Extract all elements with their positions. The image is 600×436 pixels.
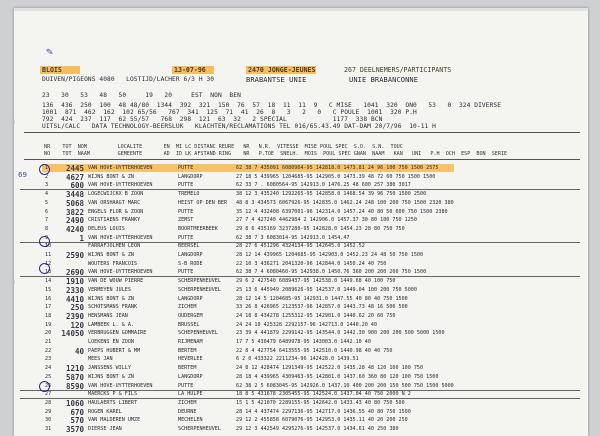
table-row — [20, 191, 580, 198]
row-data: 24 24 10 425328 2292157-96 142713.0 1440.20 40 — [236, 321, 378, 328]
header-line-4: 136 436 250 100 48 48/80 1344 392 321 150 76 57 18 11 11 9 C MISE 1041 320 ON0 53 0 324 DIVERSE — [42, 102, 502, 109]
row-data: 35 12 4 432408 6397001-96 142314.0 1457.24 40 80 50 600 750 1500 2380 — [236, 208, 448, 215]
row-place: 29 — [45, 408, 52, 415]
row-place: 1 — [45, 165, 49, 171]
row-place: 9 — [45, 234, 49, 241]
row-name: VAN HOVE-UYTTERHOEVEN — [88, 165, 153, 171]
row-place: 11 — [45, 252, 52, 258]
row-total: 40 — [74, 346, 84, 356]
row-place: 28 — [45, 399, 52, 406]
table-row — [20, 217, 580, 224]
table-row — [20, 165, 580, 172]
table-row — [20, 174, 580, 181]
row-name: ENGELS FLOR & ZOON — [88, 208, 144, 215]
row-total: 4240 — [65, 224, 84, 234]
row-total: 2690 — [65, 268, 84, 278]
header-line-2: DUIVEN/PIGEONS 4080 LOSTIJD/LACHER 6/3 H 30 — [42, 76, 215, 83]
row-place: 30 — [45, 417, 52, 424]
table-row — [20, 226, 580, 233]
row-locality: HEIST OP DEN BER — [178, 199, 228, 206]
row-place: 2 — [45, 173, 49, 180]
row-name: JANSSENS WILLY — [88, 365, 131, 372]
row-place: 20 — [45, 330, 52, 337]
row-data: 18 8 5 431678 2305455-95 142524.0 1437.04 40 750 2000 N 2 — [236, 391, 411, 398]
row-name: VAN HOVE-UYTTERHOEVEN — [88, 269, 153, 276]
row-name: DIERSE JEAN — [88, 426, 122, 432]
table-row — [20, 287, 580, 294]
row-name: VERBRUGGEN GOMMAIRE — [88, 330, 147, 337]
row-data: 27 7 4 427240 4462984 2 142906.0 1457.37 30 80 100 750 1250 — [236, 217, 417, 224]
row-locality: ZICHEM — [178, 304, 197, 311]
row-data: 28 12 14 439965 1204685-95 142903.0 1452.23 24 48 50 750 1500 — [236, 252, 424, 258]
row-total: 2490 — [65, 216, 84, 226]
row-locality: RIJMENAM — [178, 339, 203, 345]
row-data: 27 18 5 439965 1204685-95 142905.0 1473.39 48 72 60 750 1500 1500 — [236, 173, 436, 180]
row-data: 48 8 3 434573 6067926-95 142835.0 1462.24 248 100 200 750 1500 2320 380 — [236, 199, 454, 206]
row-locality: PUTTE — [178, 382, 194, 389]
result-sheet — [14, 8, 588, 436]
row-total: 3570 — [65, 425, 84, 434]
row-place: 8 — [45, 225, 49, 232]
row-place: 17 — [45, 304, 52, 311]
row-data: 28 12 14 5 1204685-95 142931.0 1447.55 40 80 40 750 1500 — [236, 295, 408, 302]
table-row — [20, 356, 580, 363]
row-name: SCHOTSMANS FRANK — [88, 304, 138, 311]
row-place: 26 — [45, 382, 52, 389]
row-place: 31 — [45, 426, 52, 432]
row-place: 23 — [45, 356, 52, 363]
table-row — [20, 383, 580, 391]
row-data: 33 26 8 426965 2123537-96 142857.0 1443.73 48 16 500 500 — [236, 304, 408, 311]
row-total: 1910 — [65, 277, 84, 287]
row-data: 29 8 6 435169 3237280-95 142828.0 1454.23 28 80 750 750 — [236, 225, 405, 232]
row-total: 2330 — [65, 285, 84, 295]
table-row — [20, 400, 580, 407]
row-place: 25 — [45, 373, 52, 380]
table-row — [20, 296, 580, 303]
row-total: 4410 — [65, 294, 84, 304]
circle-mark — [39, 381, 50, 392]
participants: 267 DEELNEMERS/PARTICIPANTS — [344, 66, 452, 74]
row-name: LAMBEEK L. & A. — [88, 321, 135, 328]
row-data: 25 13 6 445949 2089626-95 142537.0 1449.04 100 200 750 5000 — [236, 286, 417, 293]
row-total: 3822 — [65, 207, 84, 217]
row-locality: PUTTE — [178, 182, 194, 189]
row-place: 6 — [45, 208, 49, 215]
row-data: 62 38 2 5 6083045-95 142926.0 1437.10 400 200 200 150 500 750 1500 5000 — [236, 382, 454, 389]
row-name: VAN MALDEREN UMZE — [88, 417, 141, 424]
row-name: VERMEYEN JULES — [88, 286, 131, 293]
table-row — [20, 339, 580, 346]
table-row — [20, 348, 580, 355]
table-row — [20, 243, 580, 250]
row-locality: LANGDORP — [178, 252, 203, 258]
row-total: 670 — [70, 407, 84, 417]
row-place: 4 — [45, 191, 49, 198]
row-name: VAN HOVE-UYTTERHOEVEN — [88, 234, 153, 241]
row-name: VAN ORSHAAGT MARC — [88, 199, 141, 206]
row-total: 5870 — [65, 372, 84, 382]
row-locality: MECHELEN — [178, 417, 203, 424]
table-row — [20, 313, 580, 320]
row-name: WIJNS BONT & ZN — [88, 295, 135, 302]
column-header-row-1: NR TOT NOM LOCALITE EN MI LC DISTANC REURE NR N.R. VITESSE MISE POUL SPEC S.O. S.N. TOUC — [44, 144, 403, 150]
row-locality: PUTTE — [178, 234, 194, 241]
row-total: 2390 — [65, 311, 84, 321]
row-data: 24 18 8 434278 1255312-95 142901.0 1440.62 20 60 750 — [236, 312, 396, 319]
row-name: LOGECWIJCKX B ZOON — [88, 191, 144, 198]
row-locality: S-B RODE — [178, 260, 203, 267]
row-data: 28 27 6 451296 4324134-95 142645.0 1452.52 — [236, 243, 365, 250]
row-locality: BERTEM — [178, 347, 197, 354]
row-name: VAN HOVE-UYTTERHOEVEN — [88, 182, 153, 189]
row-total: 1 — [79, 233, 84, 243]
row-locality: BOORTMEERBEEK — [178, 225, 218, 232]
row-total: 5068 — [65, 198, 84, 208]
row-data: 62 38 7 3 6083014-95 142913.0 1454.47 — [236, 234, 350, 241]
table-row — [20, 409, 580, 416]
table-row — [20, 235, 580, 243]
row-name: MAERCKS P & FILS — [88, 391, 138, 398]
row-total: 1060 — [65, 398, 84, 408]
header-line-5: 1001 871 462 162 102 65/56 767 341 125 71 41 26 8 3 2 0 C POULE 1001 320 P.H — [42, 109, 417, 116]
row-data: 15 1 5 421070 2289155-95 142642.0 1433.43 40 80 750 500 — [236, 399, 405, 406]
row-locality: BRUSSEL — [178, 321, 200, 328]
header-line-6: 792 424 237 117 62 55/57 768 298 121 63 32 2 SPECIAL 1177 338 BCN — [42, 116, 383, 123]
row-locality: HEVERLEE — [178, 356, 203, 363]
header-union: BRABANTSE UNIE — [246, 76, 307, 84]
header-line-3: 23 30 53 48 50 19 20 EST NON BEN — [42, 92, 241, 99]
paper-edge — [14, 8, 588, 11]
row-place: 15 — [45, 286, 52, 293]
row-total: 1210 — [65, 364, 84, 374]
row-place: 13 — [45, 269, 52, 276]
row-locality: TREMELO — [178, 191, 200, 198]
row-locality: PUTTE — [178, 208, 194, 215]
row-total: 2590 — [65, 251, 84, 260]
row-place: 16 — [45, 295, 52, 302]
row-data: 17 7 5 430479 6489978-95 143003.0 1442.10 40 — [236, 339, 371, 345]
row-data: 29 12 2 455858 6079076-95 142953.0 1435.11 40 20 200 250 — [236, 417, 408, 424]
margin-number: 69 — [18, 171, 27, 179]
row-name: CRISTIAENS FRANKY — [88, 217, 141, 224]
row-total: 600 — [70, 181, 84, 191]
row-place: 14 — [45, 278, 52, 285]
row-total: 2445 — [65, 164, 84, 173]
row-data: 22 10 3 436271 2041320-96 142844.0 1450.24 40 750 — [236, 260, 387, 267]
row-data: 22 8 4 427754 6413555-95 142510.0 1440.98 40 40 750 — [236, 347, 393, 354]
row-data: 29 6 2 427540 6089437-95 142538.0 1449.68 40 100 750 — [236, 278, 396, 285]
row-name: LOEKENS EN ZOON — [88, 339, 135, 345]
row-place: 7 — [45, 217, 49, 224]
circle-mark — [39, 164, 50, 175]
row-locality: ZICHEM — [178, 399, 197, 406]
row-locality: SCHEPENHEUVEL — [178, 330, 218, 337]
row-place: 19 — [45, 321, 52, 328]
row-data: 28 18 4 439965 4309463-95 142801.0 1437.60 360 80 120 100 750 1500 — [236, 373, 439, 380]
table-row — [20, 304, 580, 311]
row-name: VAN DE WOUW PIERRE — [88, 278, 144, 285]
row-place: 24 — [45, 365, 52, 372]
row-locality: SCHERPENHEUVEL — [178, 278, 221, 285]
row-total: 250 — [70, 303, 84, 313]
row-place: 27 — [45, 391, 52, 398]
handwritten-note: ✎ — [45, 47, 55, 59]
row-name: WOUTERS FRANCOIS — [88, 260, 138, 267]
row-name: VAN HOVE-UYTTERHOEVEN — [88, 382, 153, 389]
punch-holes — [14, 28, 17, 428]
table-row — [20, 252, 580, 259]
row-name: PAEPS HUBERT & MM — [88, 347, 141, 354]
row-total: 8590 — [65, 381, 84, 391]
row-place: 18 — [45, 312, 52, 319]
row-place: 3 — [45, 182, 49, 189]
row-locality: BERTEM — [178, 365, 197, 372]
table-row — [20, 269, 580, 277]
row-place: 5 — [45, 199, 49, 206]
table-row — [20, 426, 580, 433]
row-locality: LANGDORP — [178, 295, 203, 302]
row-total: 570 — [70, 416, 84, 426]
row-total: 3448 — [65, 190, 84, 200]
table-row — [20, 391, 580, 399]
row-locality: PUTTE — [178, 269, 194, 276]
header-region: UNIE BRABANCONNE — [349, 76, 419, 84]
row-locality: LA HULPE — [178, 391, 203, 398]
row-locality: DEURNE — [178, 408, 197, 415]
row-data: 6 2 0 433322 2211234-96 142428.0 1439.51 — [236, 356, 359, 363]
row-total: 120 — [70, 320, 84, 330]
row-data: 38 12 3 435240 1292265-95 142858.0 1468.54 39 96 750 1500 2500 — [236, 191, 427, 198]
row-data: 62 38 7 4 6080460-95 142938.0 1450.76 360 200 200 200 750 1500 — [236, 269, 427, 276]
row-data: 23 39 4 441879 2299142-95 143544.0 1442.30 900 200 200 500 5000 1500 — [236, 330, 445, 337]
row-total: 14050 — [61, 329, 84, 339]
table-row — [20, 322, 580, 329]
table-row — [20, 209, 580, 216]
table-row — [20, 330, 580, 337]
row-name: HENSMANS JEAN — [88, 312, 128, 319]
row-locality: SCHERPENHEUVEL — [178, 426, 221, 432]
row-locality: BEERSEL — [178, 243, 200, 250]
race-club: 2470 JONGE-JEUNES — [248, 66, 316, 74]
table-row — [20, 278, 580, 285]
row-locality: ZEMST — [178, 217, 194, 224]
circle-mark — [39, 263, 50, 274]
race-location: BLOIS — [42, 66, 62, 74]
row-data: 28 14 4 437474 2297136-95 142717.0 1436.55 40 80 750 1500 — [236, 408, 411, 415]
row-place: 10 — [45, 243, 52, 250]
row-place: 21 — [45, 339, 52, 345]
row-data: 62 33 7 . 6080564-95 142913.0 1476.25 48 600 257 380 3017 — [236, 182, 411, 189]
row-name: FARRAFJOLHEN LEON — [88, 243, 141, 250]
row-name: DELEUS LOUIS — [88, 225, 125, 232]
table-row — [20, 200, 580, 207]
row-total: 4627 — [65, 172, 84, 182]
table-row — [20, 261, 580, 268]
row-locality: OUDERGEM — [178, 312, 203, 319]
row-locality: LANGDORP — [178, 173, 203, 180]
row-locality: SCHERPENHEUVEL — [178, 286, 221, 293]
circle-mark — [39, 236, 50, 247]
table-row — [20, 417, 580, 424]
row-data: 29 12 3 442549 4295276-95 142537.0 1434.61 40 250 380 — [236, 426, 399, 432]
row-name: ROGEN KAREL — [88, 408, 122, 415]
race-date: 13-07-96 — [174, 66, 206, 74]
row-locality: PUTTE — [178, 165, 194, 171]
table-row — [20, 365, 580, 372]
row-data: 24 8 12 428474 1291349-95 142522.0 1435.28 48 120 100 100 750 — [236, 365, 424, 372]
table-row — [20, 374, 580, 381]
row-place: 12 — [45, 260, 52, 267]
row-data: 62 38 7 435091 6080964-95 142818.0 1473.81 24 96 100 750 1500 2575 — [236, 165, 439, 171]
row-name: WIJNS BONT & ZN — [88, 373, 135, 380]
row-place: 22 — [45, 347, 52, 354]
row-name: MEES JAN — [88, 356, 113, 363]
row-name: WIJNS BONT & ZN — [88, 173, 135, 180]
header-line-7: UITSL/CALC DATA TECHNOLOGY-BEERSLUK KLACHTEN/RECLAMATIONS TEL 016/65.43.49 DAT-DAM 20/7/96 10-11 H — [42, 123, 436, 130]
column-header-row-2: NO TOT NAAM GEMEENTE AD ID LK AFSTAND RING NR P.TOE SNELH. MOIS POUL SPEC GNAN NAAM KAN UNI P.H OCH ESP BON SERIE — [44, 151, 508, 157]
row-name: WIJNS BONT & ZN — [88, 252, 135, 258]
table-row — [20, 182, 580, 190]
row-locality: LANGDORP — [178, 373, 203, 380]
row-name: HAULAERTS LIBERT — [88, 399, 138, 406]
